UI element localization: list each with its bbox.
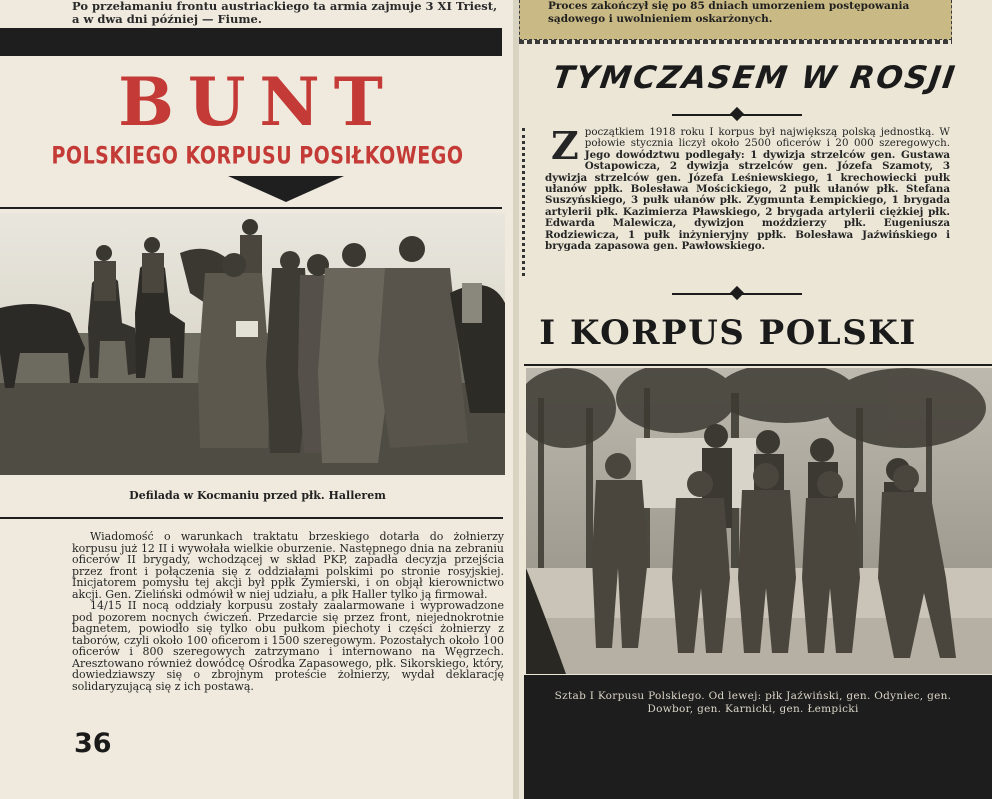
proces-box xyxy=(519,0,952,40)
top-text: Po przełamaniu frontu austriackiego ta armia zajmuje 3 XI Triest, a w dwa dni później — Fiume. xyxy=(72,0,498,26)
caption-rule xyxy=(0,517,503,519)
section-text-bold: Jego dowództwu podlegały: 1 dywizja strzelców gen. Gustawa Ostapowicza, 2 dywizja strzelców gen. Józefa Szamoty, 3 dywizja strzelców gen. Józefa Leśniewskiego, 1 krechowiecki pułk ułanów ppłk. Bolesława Mościckiego, 2 pułk ułanów płk. Stefana Suszyńskiego, 3 pułk ułanów płk. Zygmunta Łempickiego, 1 brygada artylerii płk. Kazimierza Pławskiego, 2 brygada artylerii ciężkiej płk. Edwarda Malewicza, dywizjon moździerzy płk. Eugeniusza Rodziewicza, 1 pułk inżynieryjny ppłk. Bolesława Jaźwińskiego i brygada zapasowa gen. Pawłowskiego. xyxy=(545,148,950,253)
proces-text: Proces zakończył się po 85 dniach umorzeniem postępowania sądowego i uwolnieniem oskarżonych. xyxy=(548,0,910,25)
section-text xyxy=(545,123,950,253)
section-text-lead: początkiem 1918 roku I korpus był największą polską jednostką. W połowie stycznia liczył około 2500 oficerów i 20 000 szeregowych. xyxy=(584,126,950,150)
staff-photo xyxy=(526,368,992,674)
photo-caption-left: Defilada w Kocmaniu przed płk. Hallerem xyxy=(129,489,386,502)
section-title: TYMCZASEM W ROSJI xyxy=(550,60,959,96)
korpus-title: I KORPUS POLSKI xyxy=(539,313,917,353)
korpus-photo-rule xyxy=(524,364,992,366)
black-banner xyxy=(0,28,502,56)
article-subtitle: POLSKIEGO KORPUSU POSIŁKOWEGO xyxy=(51,142,464,170)
proces-box-border xyxy=(519,40,952,44)
body-paragraph-2: 14/15 II nocą oddziały korpusu zostały zaalarmowane i wyprowadzone pod pozorem nocnych ćwiczeń. Przedarcie się przez front, niejednokrotnie bagnetem, powiodło się tylko obu pułkom piechoty i części żołnierzy z taborów, czyli około 100 oficerom i 1500 szeregowym. Pozostałych około 100 oficerów i 800 szeregowych zatrzymano i internowano na Węgrzech. Aresztowano również dowódcę Ośrodka Zapasowego, płk. Sikorskiego, który, dowiedziawszy się o zbrojnym proteście żołnierzy, wydał deklarację solidaryzującą się z ich postawą. xyxy=(72,599,504,693)
article-body xyxy=(72,531,504,692)
parade-photo xyxy=(0,213,505,475)
dropcap: Z xyxy=(551,123,579,168)
photo-top-rule xyxy=(0,207,502,209)
article-title: BUNT xyxy=(118,63,397,141)
photo-caption-right: Sztab I Korpusu Polskiego. Od lewej: płk Jaźwiński, gen. Odyniec, gen. Dowbor, gen. Karnicki, gen. Łempicki xyxy=(554,690,952,715)
body-paragraph-1: Wiadomość o warunkach traktatu brzeskiego dotarła do żołnierzy korpusu już 12 II i wywołała wielkie oburzenie. Następnego dnia na zebraniu oficerów II brygady, wchodzącej w skład PKP, zapadła decyzja przejścia przez front i połączenia się z oddziałami polskimi po stronie rosyjskiej. Inicjatorem pomysłu tej akcji był ppłk Żymierski, i on objął kierownictwo akcji. Gen. Zieliński odmówił w niej udziału, a płk Haller tylko ją firmował. xyxy=(72,530,504,601)
title-arrow xyxy=(228,176,344,202)
page-number: 36 xyxy=(74,728,112,759)
